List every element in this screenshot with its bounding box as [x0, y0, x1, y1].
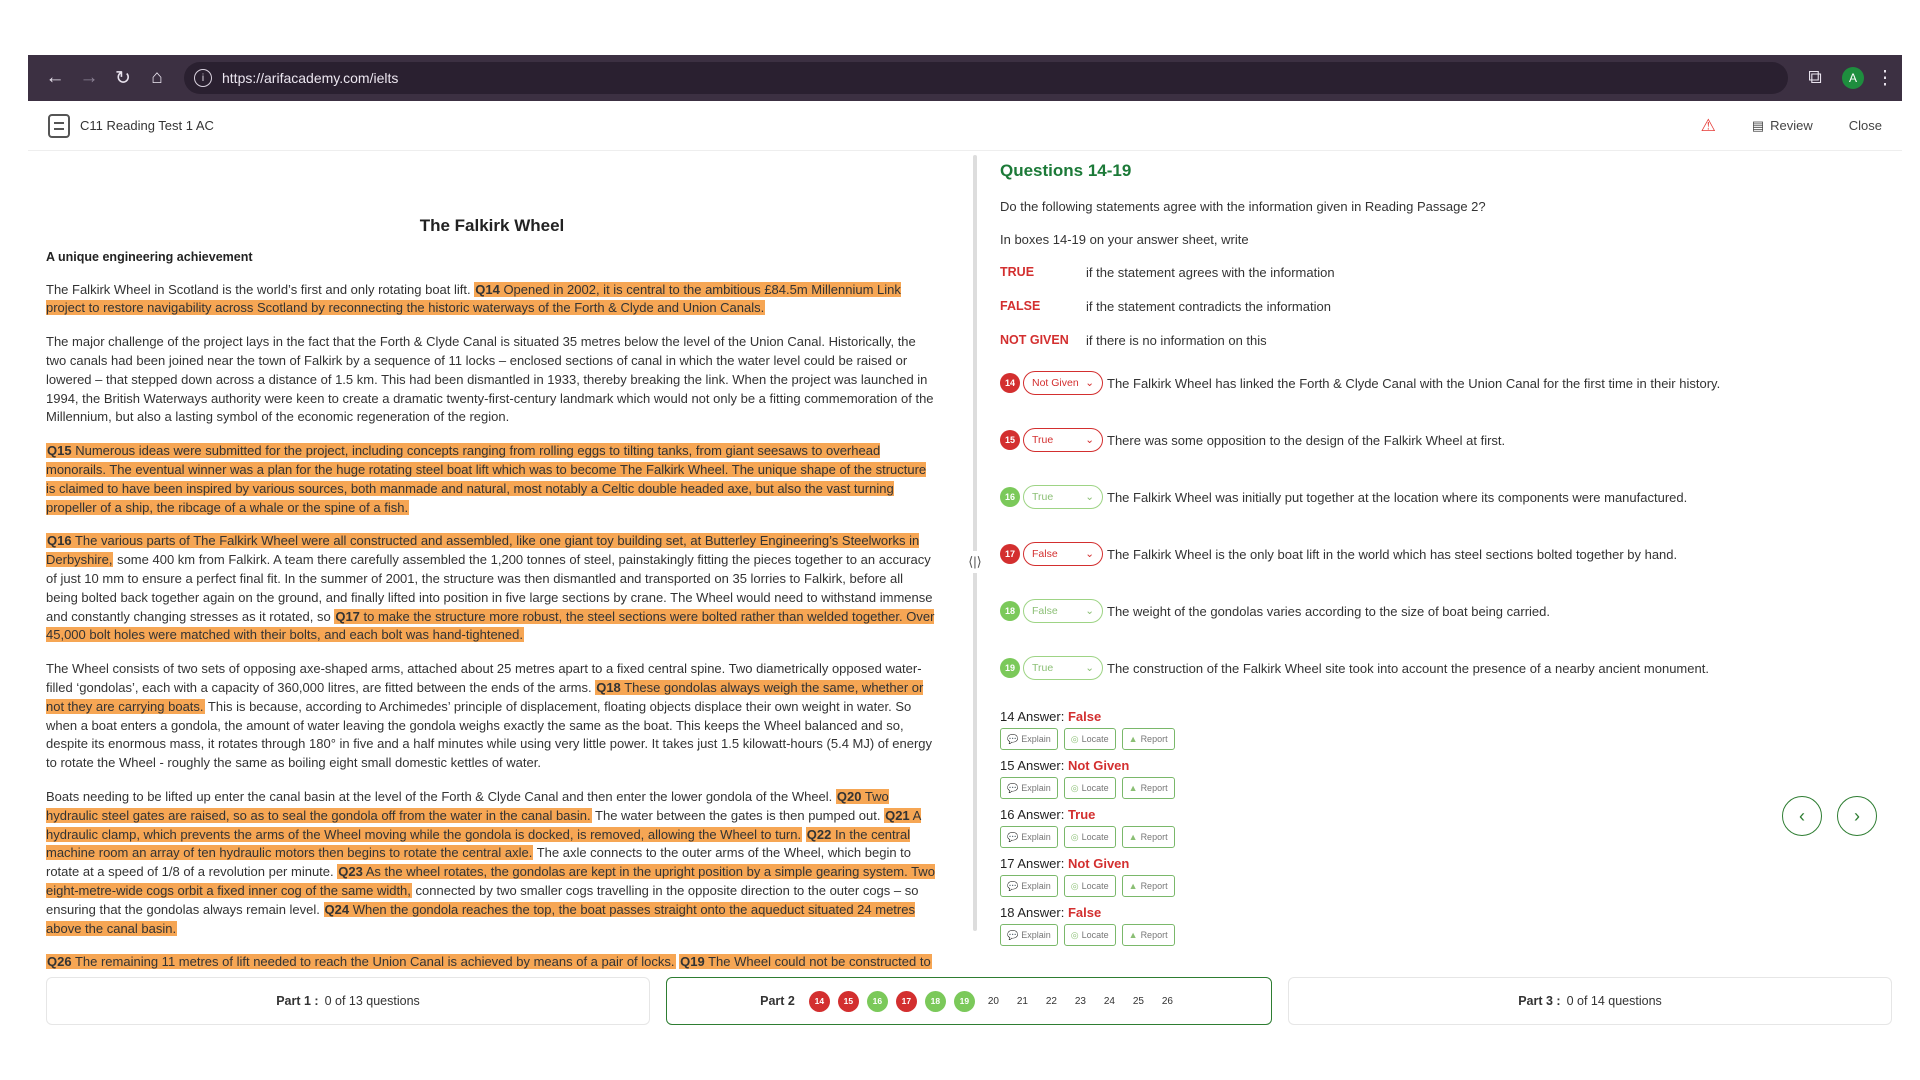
text: to make the structure more robust, the steel sections were bolted rather than welded together. Over 45,000 bolt holes were matched with their bolts, and each bolt was hand-tightened.	[46, 608, 935, 643]
chat-icon: 💬	[1007, 831, 1019, 842]
locate-button[interactable]	[1064, 777, 1116, 799]
questions-title: Questions 14-19	[1000, 161, 1132, 180]
text: Opened in 2002, it is central to the ambitious £84.5m Millennium Link project to restore navigability across Scotland by reconnecting the historic waterways of the Forth & Clyde and Union Canals.	[46, 281, 901, 316]
close-button[interactable]: Close	[1848, 118, 1882, 133]
correct-answer: Not Given	[1067, 856, 1130, 871]
chevron-right-icon: ›	[1854, 805, 1860, 826]
q-tag: Q17	[335, 608, 360, 624]
answer-prefix: 16 Answer:	[1000, 807, 1065, 822]
question-text: The construction of the Falkirk Wheel site took into account the presence of a nearby ancient monument.	[1107, 660, 1709, 676]
question-bubble[interactable]: 18	[925, 991, 946, 1012]
report-button-label: Report	[1140, 881, 1168, 891]
passage-subtitle: A unique engineering achievement	[46, 249, 253, 264]
question-row	[1000, 652, 1882, 684]
part-1-tab[interactable]	[46, 977, 650, 1025]
text: The axle connects to the outer arms of the Wheel, which begin to rotate at a speed of 1/8 of a revolution per minute.	[46, 845, 912, 880]
answer-block	[1000, 807, 1882, 848]
explain-button[interactable]	[1000, 826, 1058, 848]
answer-select[interactable]	[1023, 599, 1103, 623]
question-bubble[interactable]: 20	[987, 995, 999, 1007]
locate-icon: ◎	[1070, 782, 1079, 793]
text: The water between the gates is then pumped out.	[591, 807, 885, 823]
highlight-q26[interactable]	[46, 954, 676, 969]
answer-select-value: False	[1032, 605, 1058, 617]
answer-label	[1000, 758, 1882, 773]
answer-select[interactable]	[1023, 371, 1103, 395]
paragraph-6	[46, 788, 938, 938]
locate-button[interactable]	[1064, 924, 1116, 946]
paragraph-4	[46, 532, 938, 645]
highlight-q19[interactable]	[679, 954, 932, 969]
report-icon: ▲	[1128, 930, 1138, 940]
review-button[interactable]	[1752, 118, 1813, 134]
answer-prefix: 17 Answer:	[1000, 856, 1065, 871]
question-row	[1000, 367, 1882, 399]
site-info-icon[interactable]: i	[194, 69, 212, 87]
locate-button-label: Locate	[1081, 930, 1109, 940]
legend-row	[1000, 299, 1882, 314]
locate-icon: ◎	[1070, 880, 1079, 891]
report-button-label: Report	[1140, 783, 1168, 793]
answer-prefix: 14 Answer:	[1000, 709, 1065, 724]
legend-row	[1000, 333, 1882, 348]
text: connected by two smaller cogs travelling in the opposite direction to the outer cogs – so ensuring that the gondolas always remain level.	[46, 882, 919, 917]
chat-icon: 💬	[1007, 782, 1019, 793]
explain-button[interactable]	[1000, 777, 1058, 799]
text: A hydraulic clamp, which prevents the arms of the Wheel moving while the gondola is docked, is removed, allowing the Wheel to turn.	[46, 807, 921, 842]
answer-actions	[1000, 826, 1882, 848]
locate-button-label: Locate	[1081, 734, 1109, 744]
chat-icon: 💬	[1007, 880, 1019, 891]
part-3-count: 0 of 14 questions	[1566, 994, 1662, 1008]
question-number-badge: 19	[1000, 658, 1020, 678]
q-tag: Q14	[475, 281, 500, 297]
answer-select[interactable]	[1023, 656, 1103, 680]
locate-icon: ◎	[1070, 831, 1079, 842]
panel-divider[interactable]	[958, 151, 992, 951]
text: The Wheel could not be constructed to	[708, 954, 931, 970]
answer-actions	[1000, 777, 1882, 799]
text: Boats needing to be lifted up enter the canal basin at the level of the Forth & Clyde Canal and then enter the lower gondola of the Wheel.	[46, 788, 836, 804]
question-text: The Falkirk Wheel is the only boat lift in the world which has steel sections bolted together by hand.	[1107, 546, 1678, 562]
paragraph-2: The major challenge of the project lays in the fact that the Forth & Clyde Canal is situated 35 metres below the level of the Union Canal. Historically, the two canals had been joined near the town of Falkirk by a sequence of 11 locks – enclosed sections of canal in which the water level could be raised or lowered – that stepped down across a distance of 1.5 km. This had been dismantled in 1933, thereby breaking the link. When the project was launched in 1994, the British Waterways authority were keen to create a dramatic twenty-first-century landmark which would not only be a fitting commemoration of the Millennium, but also a lasting symbol of the economic regeneration of the region.	[46, 334, 934, 425]
paragraph-3	[46, 442, 938, 517]
explain-button-label: Explain	[1021, 734, 1051, 744]
instruction-1: Do the following statements agree with the information given in Reading Passage 2?	[1000, 199, 1486, 214]
part-3-tab[interactable]	[1288, 977, 1892, 1025]
text: The Wheel consists of two sets of opposing axe-shaped arms, attached about 25 metres apart to a fixed central spine. Two diametrically opposed water-filled ‘gondolas’, each with a capacity of 360,000 litres, are fitted between the ends of the arms.	[46, 661, 922, 695]
chevron-down-icon: ⌄	[1085, 605, 1094, 617]
answer-actions	[1000, 728, 1882, 750]
resize-handle-icon[interactable]: ⟨|⟩	[962, 551, 988, 573]
test-title: C11 Reading Test 1 AC	[80, 118, 214, 133]
text: As the wheel rotates, the gondolas are kept in the upright position by a simple gearing system. Two eight-metre-wide cogs orbit a fixed inner cog of the same width,	[46, 864, 935, 898]
report-button[interactable]	[1122, 924, 1175, 946]
chevron-down-icon: ⌄	[1085, 662, 1094, 674]
legend-desc: if the statement agrees with the information	[1086, 265, 1335, 280]
question-text: The Falkirk Wheel has linked the Forth & Clyde Canal with the Union Canal for the first time in their history.	[1107, 375, 1721, 391]
q-tag: Q23	[338, 864, 363, 880]
chevron-down-icon: ⌄	[1085, 491, 1094, 503]
legend-row	[1000, 265, 1882, 280]
question-row	[1000, 595, 1882, 627]
part-1-count: 0 of 13 questions	[324, 994, 420, 1008]
correct-answer: False	[1067, 709, 1102, 724]
text: These gondolas always weigh the same, whether or not they are carrying boats.	[46, 679, 924, 714]
report-button-label: Report	[1140, 832, 1168, 842]
answer-select-value: Not Given	[1032, 377, 1079, 389]
question-row	[1000, 424, 1882, 456]
answer-prefix: 15 Answer:	[1000, 758, 1065, 773]
q-tag: Q26	[47, 954, 72, 970]
locate-button[interactable]	[1064, 826, 1116, 848]
chevron-down-icon: ⌄	[1085, 434, 1094, 446]
reload-icon[interactable]: ↻	[115, 67, 131, 89]
question-bubble[interactable]: 14	[809, 991, 830, 1012]
app-frame	[28, 55, 1902, 1047]
legend-key: NOT GIVEN	[1000, 333, 1069, 347]
correct-answer: False	[1067, 905, 1102, 920]
question-row	[1000, 538, 1882, 570]
answer-label	[1000, 709, 1882, 724]
report-icon: ▲	[1128, 881, 1138, 891]
back-icon[interactable]: ←	[45, 67, 65, 88]
report-button[interactable]	[1122, 826, 1175, 848]
legend-desc: if there is no information on this	[1086, 333, 1267, 348]
legend-desc: if the statement contradicts the information	[1086, 299, 1331, 314]
q-tag: Q21	[885, 807, 910, 823]
chevron-left-icon: ‹	[1799, 805, 1805, 826]
answer-label	[1000, 856, 1882, 871]
legend	[1000, 265, 1882, 348]
question-number-badge: 15	[1000, 430, 1020, 450]
text: Two hydraulic steel gates are raised, so as to seal the gondola off from the water in the canal basin.	[46, 788, 889, 823]
locate-button[interactable]	[1064, 875, 1116, 897]
url-text: https://arifacademy.com/ielts	[222, 70, 399, 86]
explain-button-label: Explain	[1021, 783, 1051, 793]
chat-icon: 💬	[1007, 929, 1019, 940]
next-page-button[interactable]	[1837, 796, 1877, 836]
text: This is because, according to Archimedes’ principle of displacement, floating objects displace their own weight in water. So when a boat enters a gondola, the amount of water leaving the gondola weighs exactly the same as the boat. This keeps the Wheel balanced and so, despite its enormous mass, it rotates through 180° in five and a half minutes while using very little power. It takes just 1.5 kilowatt-hours (5.4 MJ) of energy to rotate the Wheel - roughly the same as boiling eight small domestic kettles of water.	[46, 698, 933, 771]
paragraph-5	[46, 660, 938, 773]
answer-select[interactable]	[1023, 542, 1103, 566]
answer-select-value: True	[1032, 662, 1054, 674]
answer-label	[1000, 905, 1882, 920]
correct-answer: Not Given	[1067, 758, 1130, 773]
question-bubble[interactable]: 25	[1132, 995, 1144, 1007]
answer-select-value: True	[1032, 491, 1054, 503]
q-tag: Q19	[680, 954, 705, 970]
locate-button-label: Locate	[1081, 783, 1109, 793]
chevron-down-icon: ⌄	[1085, 548, 1094, 560]
question-bubble[interactable]: 21	[1016, 995, 1028, 1007]
report-button[interactable]	[1122, 875, 1175, 897]
question-text: The weight of the gondolas varies according to the size of boat being carried.	[1107, 603, 1550, 619]
locate-button[interactable]	[1064, 728, 1116, 750]
text: In the central machine room an array of ten hydraulic motors then begins to rotate the central axle.	[46, 826, 911, 861]
report-button-label: Report	[1140, 930, 1168, 940]
answer-select[interactable]	[1023, 485, 1103, 509]
question-bubble[interactable]: 24	[1103, 995, 1115, 1007]
legend-key: TRUE	[1000, 265, 1035, 279]
q-tag: Q22	[806, 826, 832, 842]
correct-answer: True	[1067, 807, 1096, 822]
part-3-label: Part 3 :	[1518, 994, 1561, 1008]
question-number-badge: 17	[1000, 544, 1020, 564]
question-bubble[interactable]: 22	[1045, 995, 1057, 1007]
question-text: The Falkirk Wheel was initially put together at the location where its components were manufactured.	[1107, 489, 1688, 505]
questions-panel[interactable]	[992, 151, 1902, 951]
app-header	[28, 101, 1902, 151]
question-bubble[interactable]: 16	[867, 991, 888, 1012]
part-2-tab[interactable]	[666, 977, 1272, 1025]
chevron-down-icon: ⌄	[1085, 377, 1094, 389]
extensions-icon[interactable]: ⧉	[1808, 67, 1822, 88]
report-icon: ▲	[1128, 832, 1138, 842]
locate-button-label: Locate	[1081, 832, 1109, 842]
explain-button-label: Explain	[1021, 832, 1051, 842]
q-tag: Q16	[47, 533, 72, 549]
text: some 400 km from Falkirk. A team there carefully assembled the 1,200 tonnes of steel, painstakingly fitting the pieces together to an accuracy of just 10 mm to ensure a perfect final fit. In the summer of 2001, the structure was then dismantled and transported on 35 lorries to Falkirk, before all being bolted back together again on the ground, and finally lifted into position in five large sections by crane. The Wheel would need to withstand immense and constantly changing stresses as it rotated, so	[46, 552, 933, 624]
q-tag: Q15	[47, 443, 72, 459]
explain-button[interactable]	[1000, 924, 1058, 946]
question-number-badge: 16	[1000, 487, 1020, 507]
url-bar[interactable]	[184, 62, 1788, 94]
explain-button-label: Explain	[1021, 881, 1051, 891]
passage-title: The Falkirk Wheel	[419, 216, 565, 235]
report-icon: ▲	[1128, 783, 1138, 793]
text: When the gondola reaches the top, the boat passes straight onto the aqueduct situated 24 metres above the canal basin.	[46, 901, 915, 936]
avatar[interactable]: A	[1842, 67, 1864, 89]
explain-button[interactable]	[1000, 875, 1058, 897]
locate-button-label: Locate	[1081, 881, 1109, 891]
answer-block	[1000, 905, 1882, 946]
q-tag: Q18	[596, 679, 621, 695]
explain-button[interactable]	[1000, 728, 1058, 750]
paragraph-7	[46, 953, 938, 972]
answer-label	[1000, 807, 1882, 822]
question-row	[1000, 481, 1882, 513]
answer-select[interactable]	[1023, 428, 1103, 452]
question-bubble[interactable]: 23	[1074, 995, 1086, 1007]
answer-list	[1000, 709, 1882, 946]
answer-block	[1000, 856, 1882, 897]
review-icon: ▤	[1751, 117, 1765, 133]
question-bubble[interactable]: 19	[954, 991, 975, 1012]
home-icon[interactable]: ⌂	[151, 67, 163, 88]
answer-select-value: True	[1032, 434, 1054, 446]
locate-icon: ◎	[1070, 929, 1079, 940]
highlight-q15[interactable]	[46, 443, 926, 514]
paragraph-1	[46, 281, 938, 319]
answer-actions	[1000, 924, 1882, 946]
forward-icon[interactable]: →	[79, 67, 99, 88]
test-icon	[48, 114, 70, 138]
question-bubble[interactable]: 15	[838, 991, 859, 1012]
q-tag: Q24	[324, 901, 350, 917]
text: Numerous ideas were submitted for the project, including concepts ranging from rolling eggs to tilting tanks, from giant seesaws to overhead monorails. The eventual winner was a plan for the huge rotating steel boat lift which was to become The Falkirk Wheel. The unique shape of the structure is claimed to have been inspired by various sources, both manmade and natural, most notably a Celtic double headed axe, but also the vast turning propeller of a ship, the ribcage of a whale or the spine of a fish.	[46, 443, 927, 515]
warning-icon[interactable]: ⚠	[1700, 115, 1716, 135]
answer-block	[1000, 758, 1882, 799]
part-navigation	[28, 977, 1902, 1027]
question-number-badge: 14	[1000, 373, 1020, 393]
part-1-label: Part 1 :	[276, 994, 319, 1008]
question-list	[1000, 367, 1882, 684]
report-icon: ▲	[1128, 734, 1138, 744]
question-bubble[interactable]: 26	[1161, 995, 1173, 1007]
answer-select-value: False	[1032, 548, 1058, 560]
review-label: Review	[1770, 118, 1813, 133]
question-number-badge: 18	[1000, 601, 1020, 621]
prev-page-button[interactable]	[1782, 796, 1822, 836]
browser-toolbar	[28, 55, 1902, 101]
q-tag: Q20	[836, 788, 862, 804]
menu-icon[interactable]: ⋮	[1875, 67, 1895, 89]
part-2-label: Part 2	[760, 994, 795, 1008]
passage-panel[interactable]	[28, 151, 958, 970]
question-bubble[interactable]: 17	[896, 991, 917, 1012]
locate-icon: ◎	[1070, 733, 1079, 744]
chat-icon: 💬	[1007, 733, 1019, 744]
answer-actions	[1000, 875, 1882, 897]
divider-bar[interactable]	[973, 155, 977, 931]
instruction-2: In boxes 14-19 on your answer sheet, write	[1000, 232, 1249, 247]
text: The remaining 11 metres of lift needed to reach the Union Canal is achieved by means of a pair of locks.	[74, 954, 675, 970]
report-button[interactable]	[1122, 728, 1175, 750]
legend-key: FALSE	[1000, 299, 1041, 313]
text: The Falkirk Wheel in Scotland is the world’s first and only rotating boat lift.	[46, 281, 475, 297]
report-button[interactable]	[1122, 777, 1175, 799]
question-text: There was some opposition to the design of the Falkirk Wheel at first.	[1107, 432, 1506, 448]
report-button-label: Report	[1140, 734, 1168, 744]
answer-prefix: 18 Answer:	[1000, 905, 1065, 920]
answer-block	[1000, 709, 1882, 750]
text: The various parts of The Falkirk Wheel were all constructed and assembled, like one giant toy building set, at Butterley Engineering’s Steelworks in Derbyshire,	[46, 533, 920, 568]
explain-button-label: Explain	[1021, 930, 1051, 940]
